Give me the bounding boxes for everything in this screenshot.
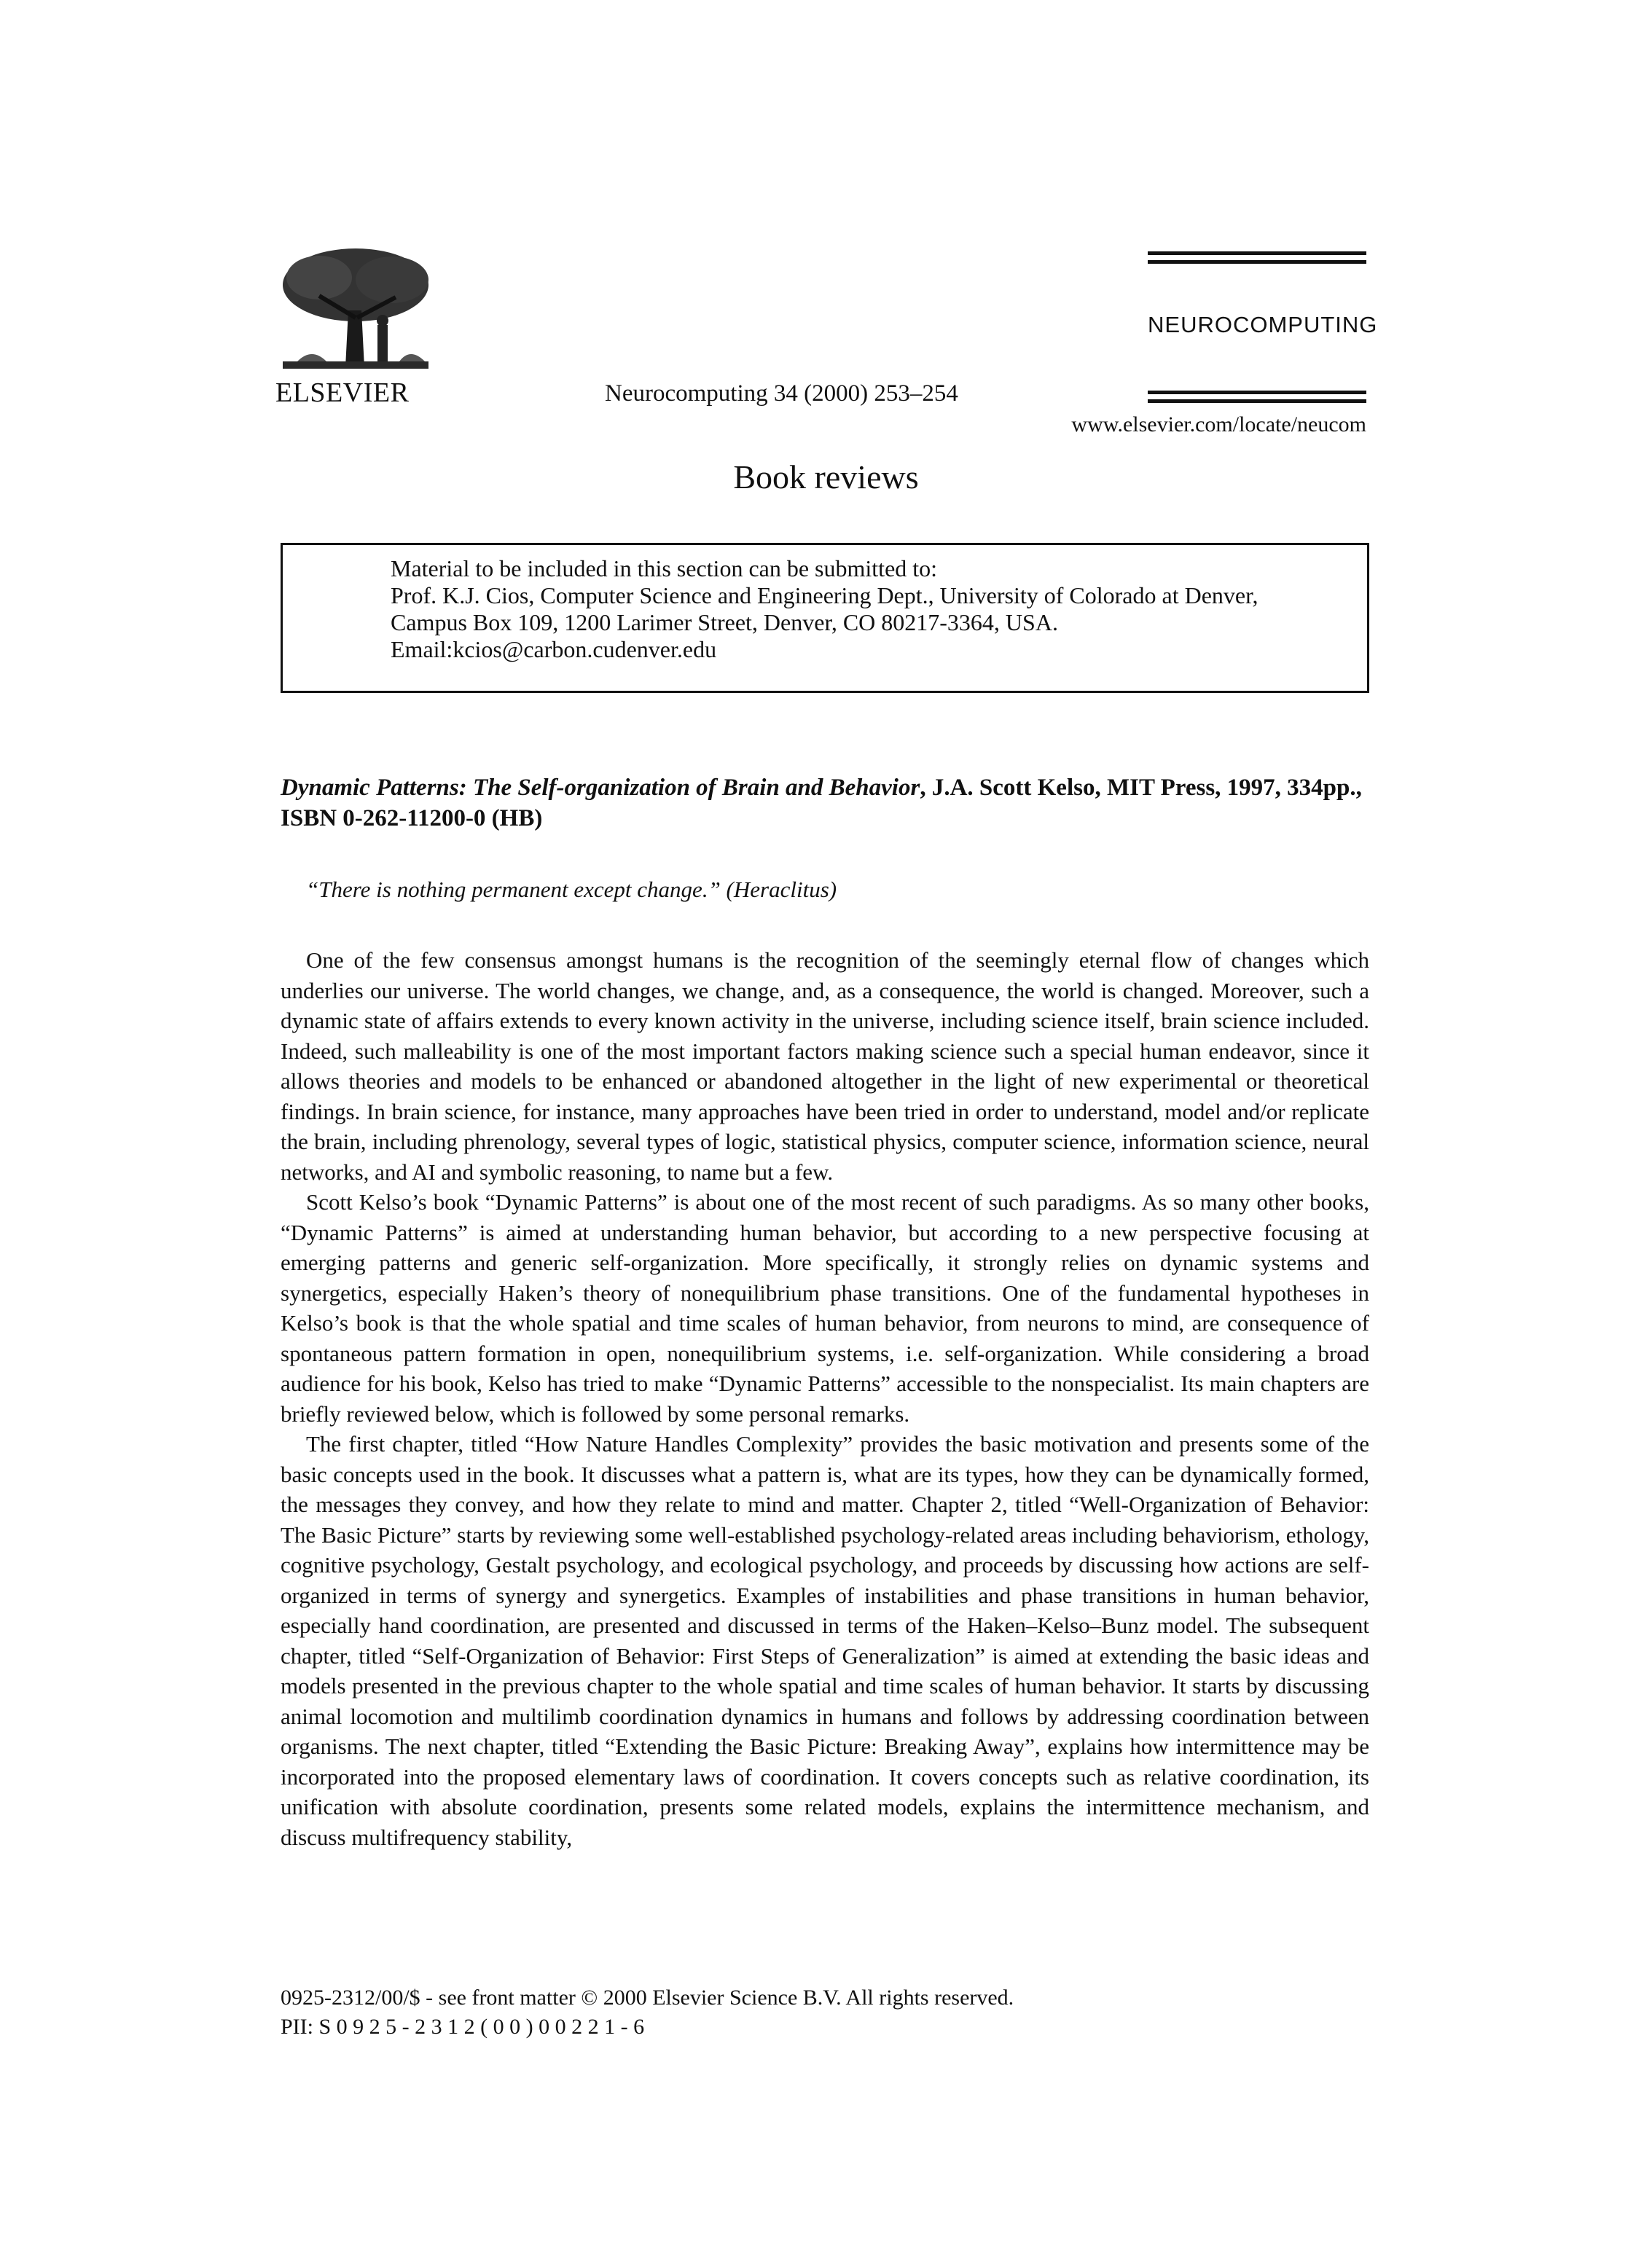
copyright-line: 0925-2312/00/$ - see front matter © 2000 Elsevier Science B.V. All rights reserved. bbox=[281, 1986, 1014, 2010]
journal-header-rule-top bbox=[1148, 251, 1366, 269]
submission-line: Material to be included in this section can be submitted to: bbox=[391, 555, 938, 581]
journal-citation: Neurocomputing 34 (2000) 253–254 bbox=[605, 380, 958, 407]
review-book-heading bbox=[281, 772, 1369, 834]
journal-url: www.elsevier.com/locate/neucom bbox=[1071, 412, 1366, 436]
submission-info-text bbox=[391, 555, 1258, 663]
page-footer bbox=[281, 1983, 1014, 2042]
epigraph: “There is nothing permanent except change.” (Heraclitus) bbox=[306, 877, 837, 902]
submission-email: Email:kcios@carbon.cudenver.edu bbox=[391, 636, 717, 662]
review-body bbox=[281, 945, 1369, 1852]
journal-name: NEUROCOMPUTING bbox=[1148, 312, 1378, 337]
submission-line: Campus Box 109, 1200 Larimer Street, Denver, CO 80217-3364, USA. bbox=[391, 609, 1058, 635]
section-title: Book reviews bbox=[733, 458, 919, 495]
elsevier-tree-icon bbox=[275, 245, 434, 375]
submission-line: Prof. K.J. Cios, Computer Science and Engineering Dept., University of Colorado at Denver, bbox=[391, 582, 1258, 608]
body-paragraph: One of the few consensus amongst humans is the recognition of the seemingly eternal flow of changes which underlies our universe. The world changes, we change, and, as a consequence, the world is changed. Moreover, such a dynamic state of affairs extends to every known activity in the universe, including science itself, brain science included. Indeed, such malleability is one of the most important factors making science such a special human endeavor, since it allows theories and models to be enhanced or abandoned altogether in the light of new experimental or theoretical findings. In brain science, for instance, many approaches have been tried in order to understand, model and/or replicate the brain, including phrenology, several types of logic, statistical physics, computer science, information science, neural networks, and AI and symbolic reasoning, to name but a few. bbox=[281, 947, 1369, 1185]
book-details: , J.A. Scott Kelso, MIT Press, 1997, 334pp., ISBN 0-262-11200-0 (HB) bbox=[281, 775, 1362, 831]
journal-header-rule-bottom bbox=[1148, 391, 1366, 408]
book-title: Dynamic Patterns: The Self-organization of Brain and Behavior bbox=[281, 775, 920, 801]
body-paragraph: The first chapter, titled “How Nature Handles Complexity” provides the basic motivation and presents some of the basic concepts used in the book. It discusses what a pattern is, what are its types, how they can be dynamically formed, the messages they convey, and how they relate to mind and matter. Chapter 2, titled “Well-Organization of Behavior: The Basic Picture” starts by reviewing some well-established psychology-related areas including behaviorism, ethology, cognitive psychology, Gestalt psychology, and ecological psychology, and proceeds by discussing how actions are self-organized in terms of synergy and synergetics. Examples of instabilities and phase transitions in human behavior, especially hand coordination, are presented and discussed in terms of the Haken–Kelso–Bunz model. The subsequent chapter, titled “Self-Organization of Behavior: First Steps of Generalization” is aimed at extending the basic ideas and models presented in the previous chapter to the whole spatial and time scales of human behavior. It starts by discussing animal locomotion and multilimb coordination dynamics in humans and follows by addressing coordination between organisms. The next chapter, titled “Extending the Basic Picture: Breaking Away”, explains how intermittence may be incorporated into the proposed elementary laws of coordination. It covers concepts such as relative coordination, its unification with absolute coordination, presents some related models, explains the intermittence mechanism, and discuss multifrequency stability, bbox=[281, 1431, 1369, 1850]
publisher-name: ELSEVIER bbox=[275, 377, 410, 408]
pii-line: PII: S 0 9 2 5 - 2 3 1 2 ( 0 0 ) 0 0 2 2 1 - 6 bbox=[281, 2015, 645, 2039]
body-paragraph: Scott Kelso’s book “Dynamic Patterns” is about one of the most recent of such paradigms. As so many other books, “Dynamic Patterns” is aimed at understanding human behavior, but according to a new perspective focusing at emerging patterns and generic self-organization. More specifically, it strongly relies on dynamic systems and synergetics, especially Haken’s theory of nonequilibrium phase transitions. One of the fundamental hypotheses in Kelso’s book is that the whole spatial and time scales of human behavior, from neurons to mind, are consequence of spontaneous pattern formation in open, nonequilibrium systems, i.e. self-organization. While considering a broad audience for his book, Kelso has tried to make “Dynamic Patterns” accessible to the nonspecialist. Its main chapters are briefly reviewed below, which is followed by some personal remarks. bbox=[281, 1189, 1369, 1427]
